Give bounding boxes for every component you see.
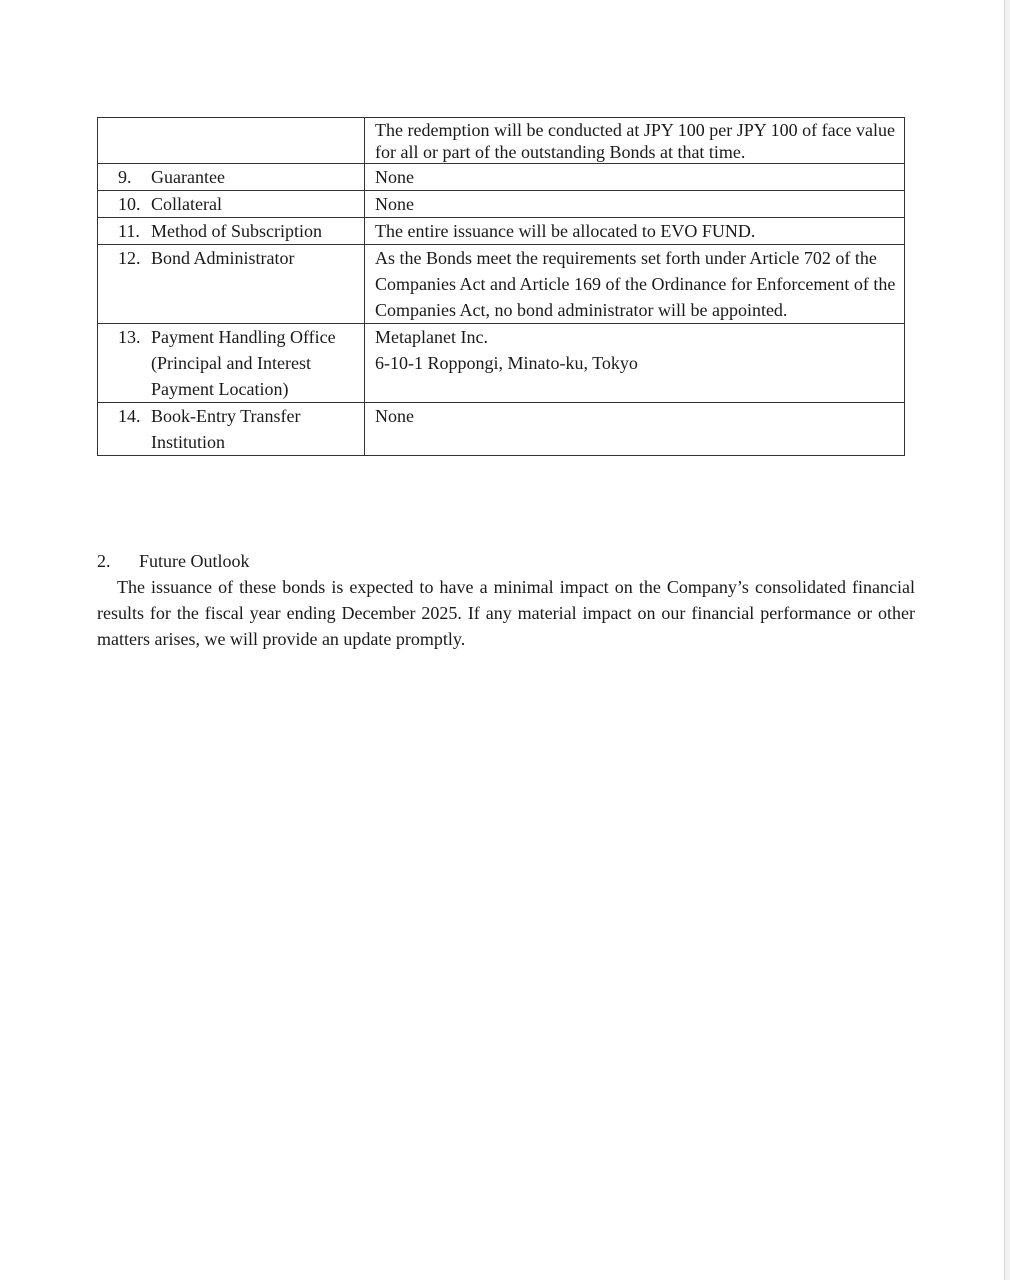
value-cell — [365, 164, 905, 191]
value-cell — [365, 245, 905, 324]
section-title: Future Outlook — [139, 551, 250, 571]
value-cell — [365, 191, 905, 218]
item-number: 14. — [118, 406, 141, 426]
value-line: 6-10-1 Roppongi, Minato-ku, Tokyo — [375, 353, 638, 373]
item-cell — [98, 118, 365, 164]
table-row — [98, 324, 905, 403]
item-cell — [98, 324, 365, 403]
table-row — [98, 164, 905, 191]
item-cell — [98, 218, 365, 245]
value-line: As the Bonds meet the requirements set forth under Article 702 of the Companies Act and Article 169 of the Ordinance for Enforcement of the Companies Act, no bond administrator will be appointed. — [375, 248, 896, 320]
table-row — [98, 191, 905, 218]
item-number: 10. — [118, 194, 141, 214]
section-paragraph: The issuance of these bonds is expected to have a minimal impact on the Company’s consolidated financial results for the fiscal year ending December 2025. If any material impact on our financial performance or other matters arises, we will provide an update promptly. — [97, 577, 915, 649]
item-label: Book-Entry Transfer Institution — [151, 406, 301, 452]
item-cell — [98, 403, 365, 456]
item-label: Collateral — [151, 194, 222, 214]
table-row — [98, 245, 905, 324]
item-label: Bond Administrator — [151, 248, 295, 268]
value-line: The entire issuance will be allocated to EVO FUND. — [375, 221, 756, 241]
item-label: Guarantee — [151, 167, 225, 187]
section-heading — [97, 548, 915, 574]
value-cell — [365, 218, 905, 245]
future-outlook-section — [97, 548, 915, 652]
bond-terms-table — [97, 117, 905, 456]
section-number: 2. — [97, 551, 111, 571]
value-cell — [365, 118, 905, 164]
table-row — [98, 118, 905, 164]
item-label: Method of Subscription — [151, 221, 322, 241]
item-number: 12. — [118, 248, 141, 268]
table-row — [98, 403, 905, 456]
item-cell — [98, 164, 365, 191]
item-number: 13. — [118, 327, 141, 347]
item-cell — [98, 245, 365, 324]
value-cell — [365, 403, 905, 456]
value-cell — [365, 324, 905, 403]
value-line: None — [375, 194, 414, 214]
item-number: 11. — [118, 221, 140, 241]
value-line: Metaplanet Inc. — [375, 327, 488, 347]
value-line: None — [375, 167, 414, 187]
item-number: 9. — [118, 167, 132, 187]
value-line: None — [375, 406, 414, 426]
item-cell — [98, 191, 365, 218]
table-row — [98, 218, 905, 245]
item-label: Payment Handling Office (Principal and Interest Payment Location) — [151, 327, 336, 399]
value-line: The redemption will be conducted at JPY 100 per JPY 100 of face value for all or part of the outstanding Bonds at that time. — [375, 120, 896, 162]
